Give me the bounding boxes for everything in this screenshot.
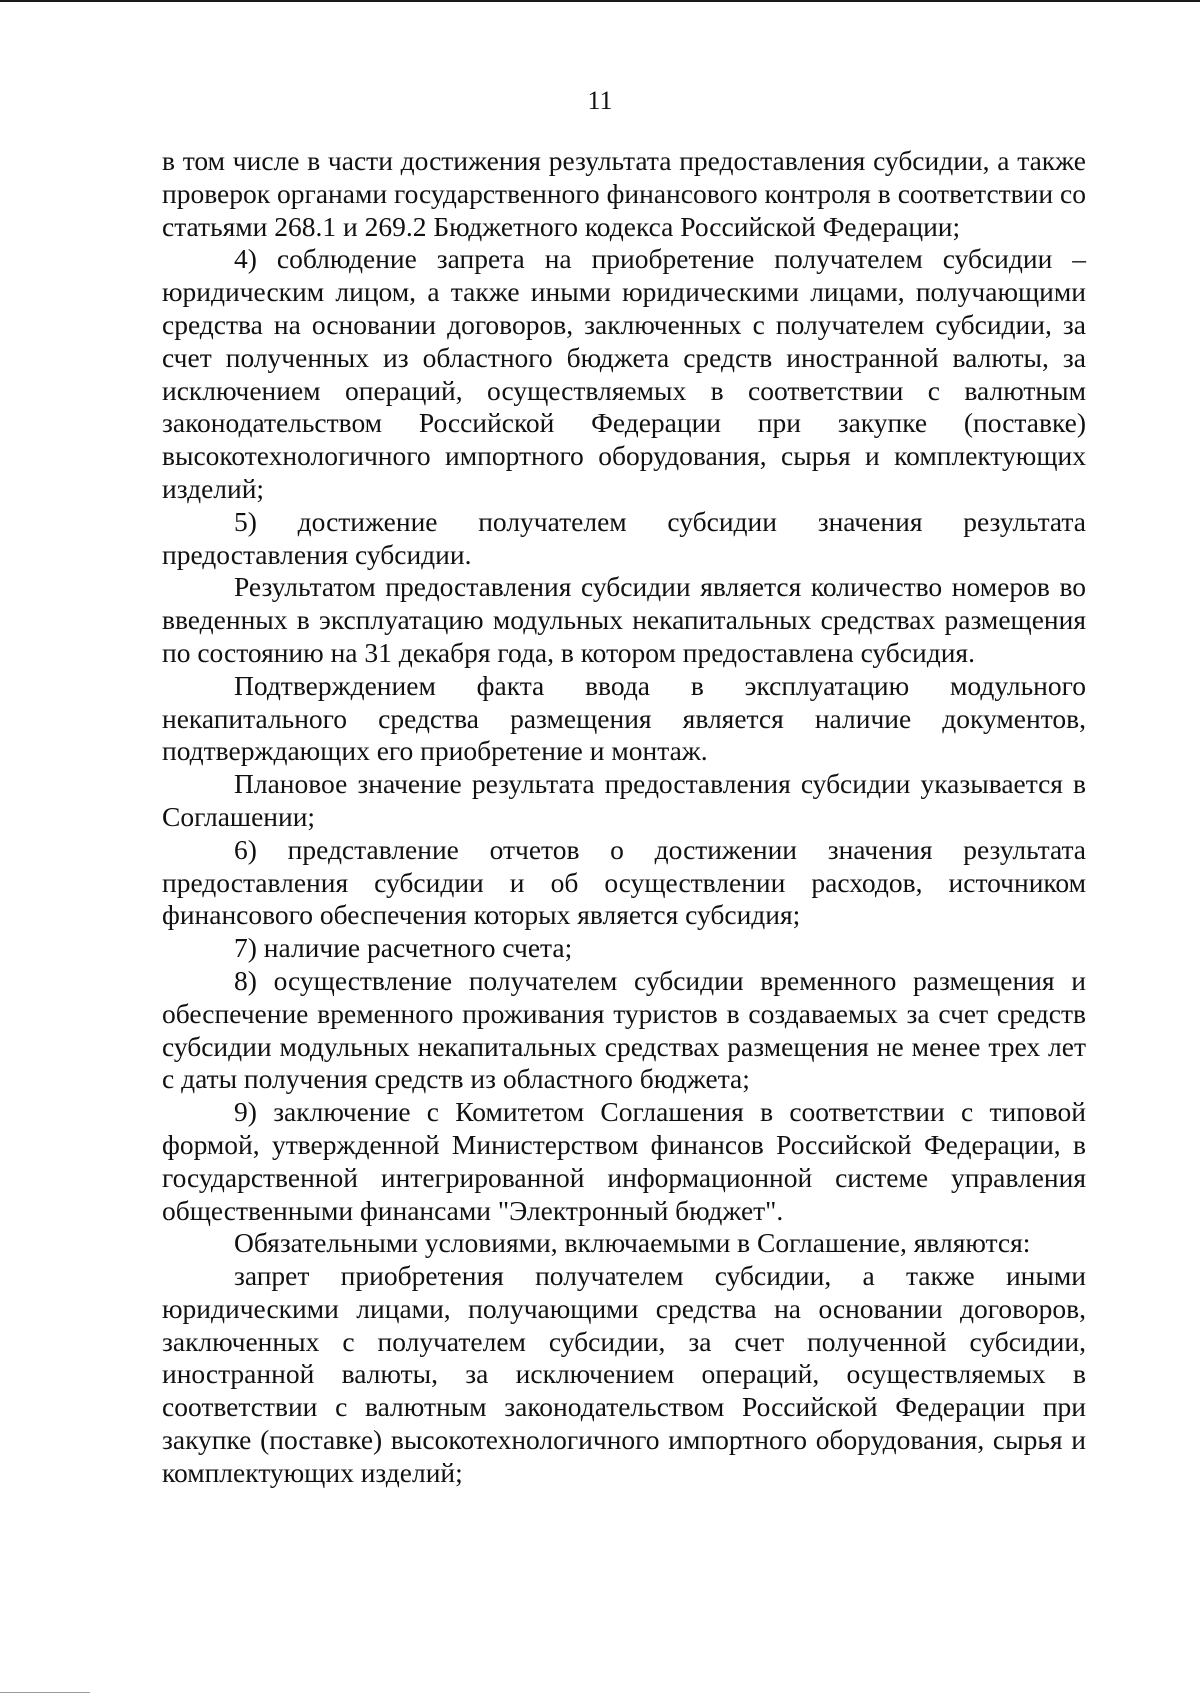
paragraph-item-8: 8) осуществление получателем субсидии временного размещения и обеспечение временного проживания туристов в создаваемых за счет средств субсидии модульных некапитальных средствах размещения не менее трех лет с даты получения средств из областного бюджета;: [162, 964, 1086, 1095]
paragraph-currency-prohibition: запрет приобретения получателем субсидии, а также иными юридическими лицами, получающими средства на основании договоров, заключенных с получателем субсидии, за счет полученной субсидии, иностранной валюты, за исключением операций, осуществляемых в соответствии с валютным законодательством Российской Федерации при закупке (поставке) высокотехнологичного импортного оборудования, сырья и комплектующих изделий;: [162, 1260, 1086, 1488]
document-body: [162, 145, 1086, 1490]
paragraph-item-5: 5) достижение получателем субсидии значения результата предоставления субсидии.: [162, 505, 1086, 570]
paragraph-mandatory-conditions: Обязательными условиями, включаемыми в Соглашение, являются:: [234, 1227, 1031, 1259]
scan-edge-line: [0, 1692, 90, 1693]
paragraph-item-9: 9) заключение с Комитетом Соглашения в соответствии с типовой формой, утвержденной Министерством финансов Российской Федерации, в государственной интегрированной информационной системе управления общественными финансами "Электронный бюджет".: [162, 1096, 1086, 1226]
paragraph-result-confirmation: Подтверждением факта ввода в эксплуатацию модульного некапитального средства размещения является наличие документов, подтверждающих его приобретение и монтаж.: [162, 669, 1086, 767]
paragraph-item-4: 4) соблюдение запрета на приобретение получателем субсидии – юридическим лицом, а также иными юридическими лицами, получающими средства на основании договоров, заключенных с получателем субсидии, за счет полученных из областного бюджета средств иностранной валюты, за исключением операций, осуществляемых в соответствии с валютным законодательством Российской Федерации при закупке (поставке) высокотехнологичного импортного оборудования, сырья и комплектующих изделий;: [162, 243, 1086, 504]
paragraph-item-7: 7) наличие расчетного счета;: [234, 932, 573, 964]
paragraph-continuation: в том числе в части достижения результата предоставления субсидии, а также проверок органами государственного финансового контроля в соответствии со статьями 268.1 и 269.2 Бюджетного кодекса Российской Федерации;: [162, 145, 1086, 242]
paragraph-result-definition: Результатом предоставления субсидии является количество номеров во введенных в эксплуатацию модульных некапитальных средствах размещения по состоянию на 31 декабря года, в котором предоставлена субсидия.: [162, 571, 1086, 668]
paragraph-item-6: 6) представление отчетов о достижении значения результата предоставления субсидии и об осуществлении расходов, источником финансового обеспечения которых является субсидия;: [162, 833, 1086, 931]
paragraph-planned-value: Плановое значение результата предоставления субсидии указывается в Соглашении;: [162, 768, 1086, 832]
page-number: 11: [587, 86, 613, 115]
